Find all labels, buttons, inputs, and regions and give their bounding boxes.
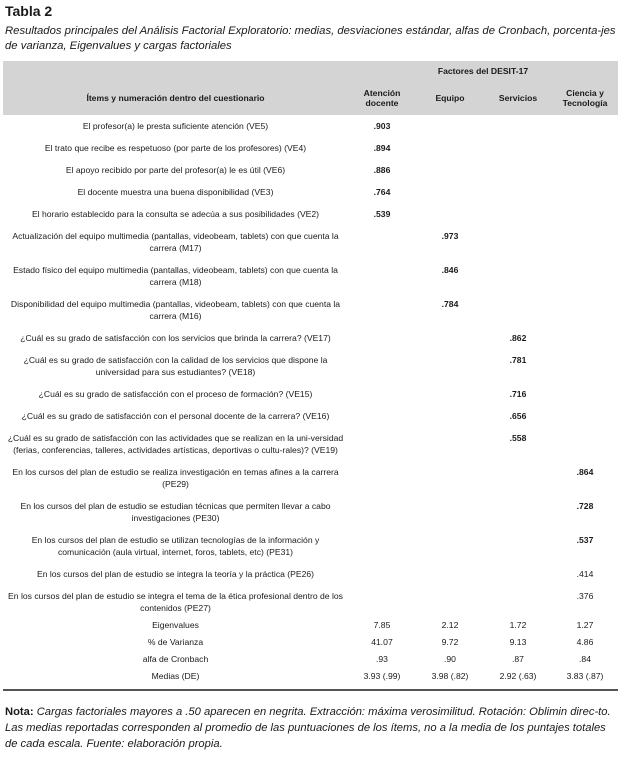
loading-cell <box>484 225 552 259</box>
factor-header-equipo: Equipo <box>416 81 484 115</box>
table-note <box>5 704 619 752</box>
loading-cell <box>348 495 416 529</box>
loading-cell <box>348 529 416 563</box>
loading-cell <box>416 495 484 529</box>
loading-cell <box>552 383 618 405</box>
items-column-header: Ítems y numeración dentro del cuestionario <box>3 81 348 115</box>
item-text: En los cursos del plan de estudio se utilizan tecnologías de la información y comunicación (aula virtual, internet, foros, tablets, etc) (PE31) <box>31 535 320 557</box>
stat-value: 1.27 <box>576 620 594 630</box>
loading-cell <box>552 181 618 203</box>
stat-value: 7.85 <box>373 620 391 630</box>
loading-cell <box>484 585 552 619</box>
loading-cell <box>416 427 484 461</box>
item-text: ¿Cuál es su grado de satisfacción con el proceso de formación? (VE15) <box>38 389 313 399</box>
factor-header-atencion: Atención docente <box>348 81 416 115</box>
stat-value: 2.12 <box>441 620 459 630</box>
loading-cell <box>552 159 618 181</box>
item-text: ¿Cuál es su grado de satisfacción con la calidad de los servicios que dispone la universidad para sus estudiantes? (VE18) <box>23 355 328 377</box>
loading-cell: .784 <box>441 299 459 309</box>
loading-cell <box>348 461 416 495</box>
item-text: El horario establecido para la consulta se adecúa a sus posibilidades (VE2) <box>31 209 320 219</box>
item-text: En los cursos del plan de estudio se integra la teoría y la práctica (PE26) <box>36 569 315 579</box>
stat-value: 2.92 (.63) <box>484 670 552 690</box>
loading-cell <box>348 563 416 585</box>
loading-cell <box>416 203 484 225</box>
item-text: El profesor(a) le presta suficiente atención (VE5) <box>82 121 269 131</box>
table-row <box>3 427 618 461</box>
stat-value: 41.07 <box>371 637 393 647</box>
table-row <box>3 159 618 181</box>
loading-cell <box>416 159 484 181</box>
loading-cell: .376 <box>576 591 594 601</box>
loading-cell <box>552 115 618 137</box>
loading-cell <box>552 293 618 327</box>
table-row <box>3 259 618 293</box>
table-row <box>3 181 618 203</box>
loading-cell <box>348 585 416 619</box>
loading-cell: .558 <box>509 433 527 443</box>
stats-row <box>3 670 618 690</box>
loading-cell <box>552 427 618 461</box>
loading-cell <box>416 461 484 495</box>
stat-value: .93 <box>376 654 388 664</box>
loading-cell <box>416 585 484 619</box>
stat-value: 1.72 <box>509 620 527 630</box>
loading-cell <box>484 181 552 203</box>
loading-cell: .903 <box>373 121 391 131</box>
loading-cell <box>416 349 484 383</box>
loading-cell <box>484 461 552 495</box>
loading-cell <box>348 259 416 293</box>
factor-header-ciencia: Ciencia y Tecnología <box>552 81 618 115</box>
loading-cell <box>552 259 618 293</box>
item-text: El docente muestra una buena disponibilidad (VE3) <box>77 187 274 197</box>
note-text: Cargas factoriales mayores a .50 aparecen en negrita. Extracción: máxima verosimilitud. Rotación: Oblimin direc-to. Las medias reportadas corresponden al promedio de las puntuaciones de los ítems, no a la media de los puntajes totales de cada escala. Fuente: elaboración propia. <box>5 706 611 750</box>
loading-cell <box>552 349 618 383</box>
loading-cell <box>348 327 416 349</box>
loading-cell <box>484 203 552 225</box>
loading-cell <box>348 293 416 327</box>
loading-cell: .764 <box>373 187 391 197</box>
loading-cell <box>348 383 416 405</box>
stat-value: 3.83 (.87) <box>552 670 618 690</box>
loading-cell: .973 <box>441 231 459 241</box>
loading-cell: .414 <box>576 569 594 579</box>
loading-cell <box>416 563 484 585</box>
stats-row <box>3 636 618 653</box>
stat-label: Eigenvalues <box>152 620 199 630</box>
loading-cell <box>348 427 416 461</box>
table-title: Tabla 2 <box>5 3 53 19</box>
loading-cell <box>484 259 552 293</box>
table-row <box>3 137 618 159</box>
loading-cell <box>416 383 484 405</box>
stat-value: .87 <box>512 654 524 664</box>
stat-value: .90 <box>444 654 456 664</box>
header-group-row <box>3 61 618 81</box>
item-text: En los cursos del plan de estudio se realiza investigación en temas afines a la carrera (PE29) <box>12 467 339 489</box>
factor-header-servicios: Servicios <box>484 81 552 115</box>
factors-group-header: Factores del DESIT-17 <box>348 61 618 81</box>
item-text: En los cursos del plan de estudio se estudian técnicas que permiten llevar a cabo investigaciones (PE30) <box>20 501 331 523</box>
loading-cell: .716 <box>509 389 527 399</box>
stats-row <box>3 619 618 636</box>
item-text: ¿Cuál es su grado de satisfacción con los servicios que brinda la carrera? (VE17) <box>20 333 331 343</box>
header-columns-row <box>3 81 618 115</box>
stat-value: 9.72 <box>441 637 459 647</box>
loading-cell <box>552 225 618 259</box>
header-empty-cell <box>3 61 348 81</box>
item-text: ¿Cuál es su grado de satisfacción con las actividades que se realizan en la uni-versidad (ferias, conferencias, talleres, actividades artísticas, deportivas o cultu-rales)? (VE19) <box>7 433 344 455</box>
stat-label: % de Varianza <box>147 637 204 647</box>
table-row <box>3 115 618 137</box>
loading-cell <box>552 405 618 427</box>
loading-cell <box>416 405 484 427</box>
table-row <box>3 383 618 405</box>
loading-cell <box>484 137 552 159</box>
item-text: El trato que recibe es respetuoso (por parte de los profesores) (VE4) <box>44 143 307 153</box>
loading-cell <box>416 327 484 349</box>
loading-cell <box>348 225 416 259</box>
loading-cell: .864 <box>576 467 594 477</box>
table-row <box>3 529 618 563</box>
table-row <box>3 585 618 619</box>
table-row <box>3 495 618 529</box>
loading-cell: .846 <box>441 265 459 275</box>
stat-value: 3.93 (.99) <box>348 670 416 690</box>
stat-value: 3.98 (.82) <box>416 670 484 690</box>
item-text: En los cursos del plan de estudio se integra el tema de la ética profesional dentro de los contenidos (PE27) <box>8 591 343 613</box>
loading-cell: .539 <box>373 209 391 219</box>
loading-cell: .781 <box>509 355 527 365</box>
stat-value: .84 <box>579 654 591 664</box>
loading-cell <box>416 115 484 137</box>
table-row <box>3 225 618 259</box>
loading-cell <box>552 137 618 159</box>
factor-table <box>3 61 618 691</box>
item-text: Disponibilidad del equipo multimedia (pantallas, videobeam, tablets) con que cuenta la carrera (M16) <box>10 299 341 321</box>
table-row <box>3 203 618 225</box>
table-row <box>3 349 618 383</box>
table-row <box>3 563 618 585</box>
loading-cell <box>484 495 552 529</box>
stats-row <box>3 653 618 670</box>
loading-cell: .537 <box>576 535 594 545</box>
stat-value: 4.86 <box>576 637 594 647</box>
loading-cell <box>348 349 416 383</box>
loading-cell <box>416 181 484 203</box>
item-text: Estado físico del equipo multimedia (pantallas, videobeam, tablets) con que cuenta la carrera (M18) <box>13 265 338 287</box>
loading-cell <box>484 293 552 327</box>
item-text: Actualización del equipo multimedia (pantallas, videobeam, tablets) con que cuenta la carrera (M17) <box>12 231 339 253</box>
loading-cell <box>348 405 416 427</box>
note-label: Nota: <box>5 706 34 718</box>
loading-cell <box>484 159 552 181</box>
stat-value: 9.13 <box>509 637 527 647</box>
loading-cell <box>552 203 618 225</box>
table-row <box>3 461 618 495</box>
loading-cell: .728 <box>576 501 594 511</box>
loading-cell: .886 <box>373 165 391 175</box>
table-row <box>3 405 618 427</box>
loading-cell <box>484 529 552 563</box>
loading-cell <box>484 563 552 585</box>
table-row <box>3 293 618 327</box>
stat-label: Medias (DE) <box>3 670 348 690</box>
loading-cell <box>484 115 552 137</box>
table-row <box>3 327 618 349</box>
item-text: ¿Cuál es su grado de satisfacción con el personal docente de la carrera? (VE16) <box>21 411 330 421</box>
item-text: El apoyo recibido por parte del profesor(a) le es útil (VE6) <box>65 165 286 175</box>
loading-cell: .656 <box>509 411 527 421</box>
stat-label: alfa de Cronbach <box>142 654 209 664</box>
loading-cell <box>416 137 484 159</box>
loading-cell: .862 <box>509 333 527 343</box>
loading-cell: .894 <box>373 143 391 153</box>
loading-cell <box>416 529 484 563</box>
loading-cell <box>552 327 618 349</box>
table-caption: Resultados principales del Análisis Factorial Exploratorio: medias, desviaciones estándar, alfas de Cronbach, porcenta-jes de varianza, Eigenvalues y cargas factoriales <box>5 25 616 52</box>
